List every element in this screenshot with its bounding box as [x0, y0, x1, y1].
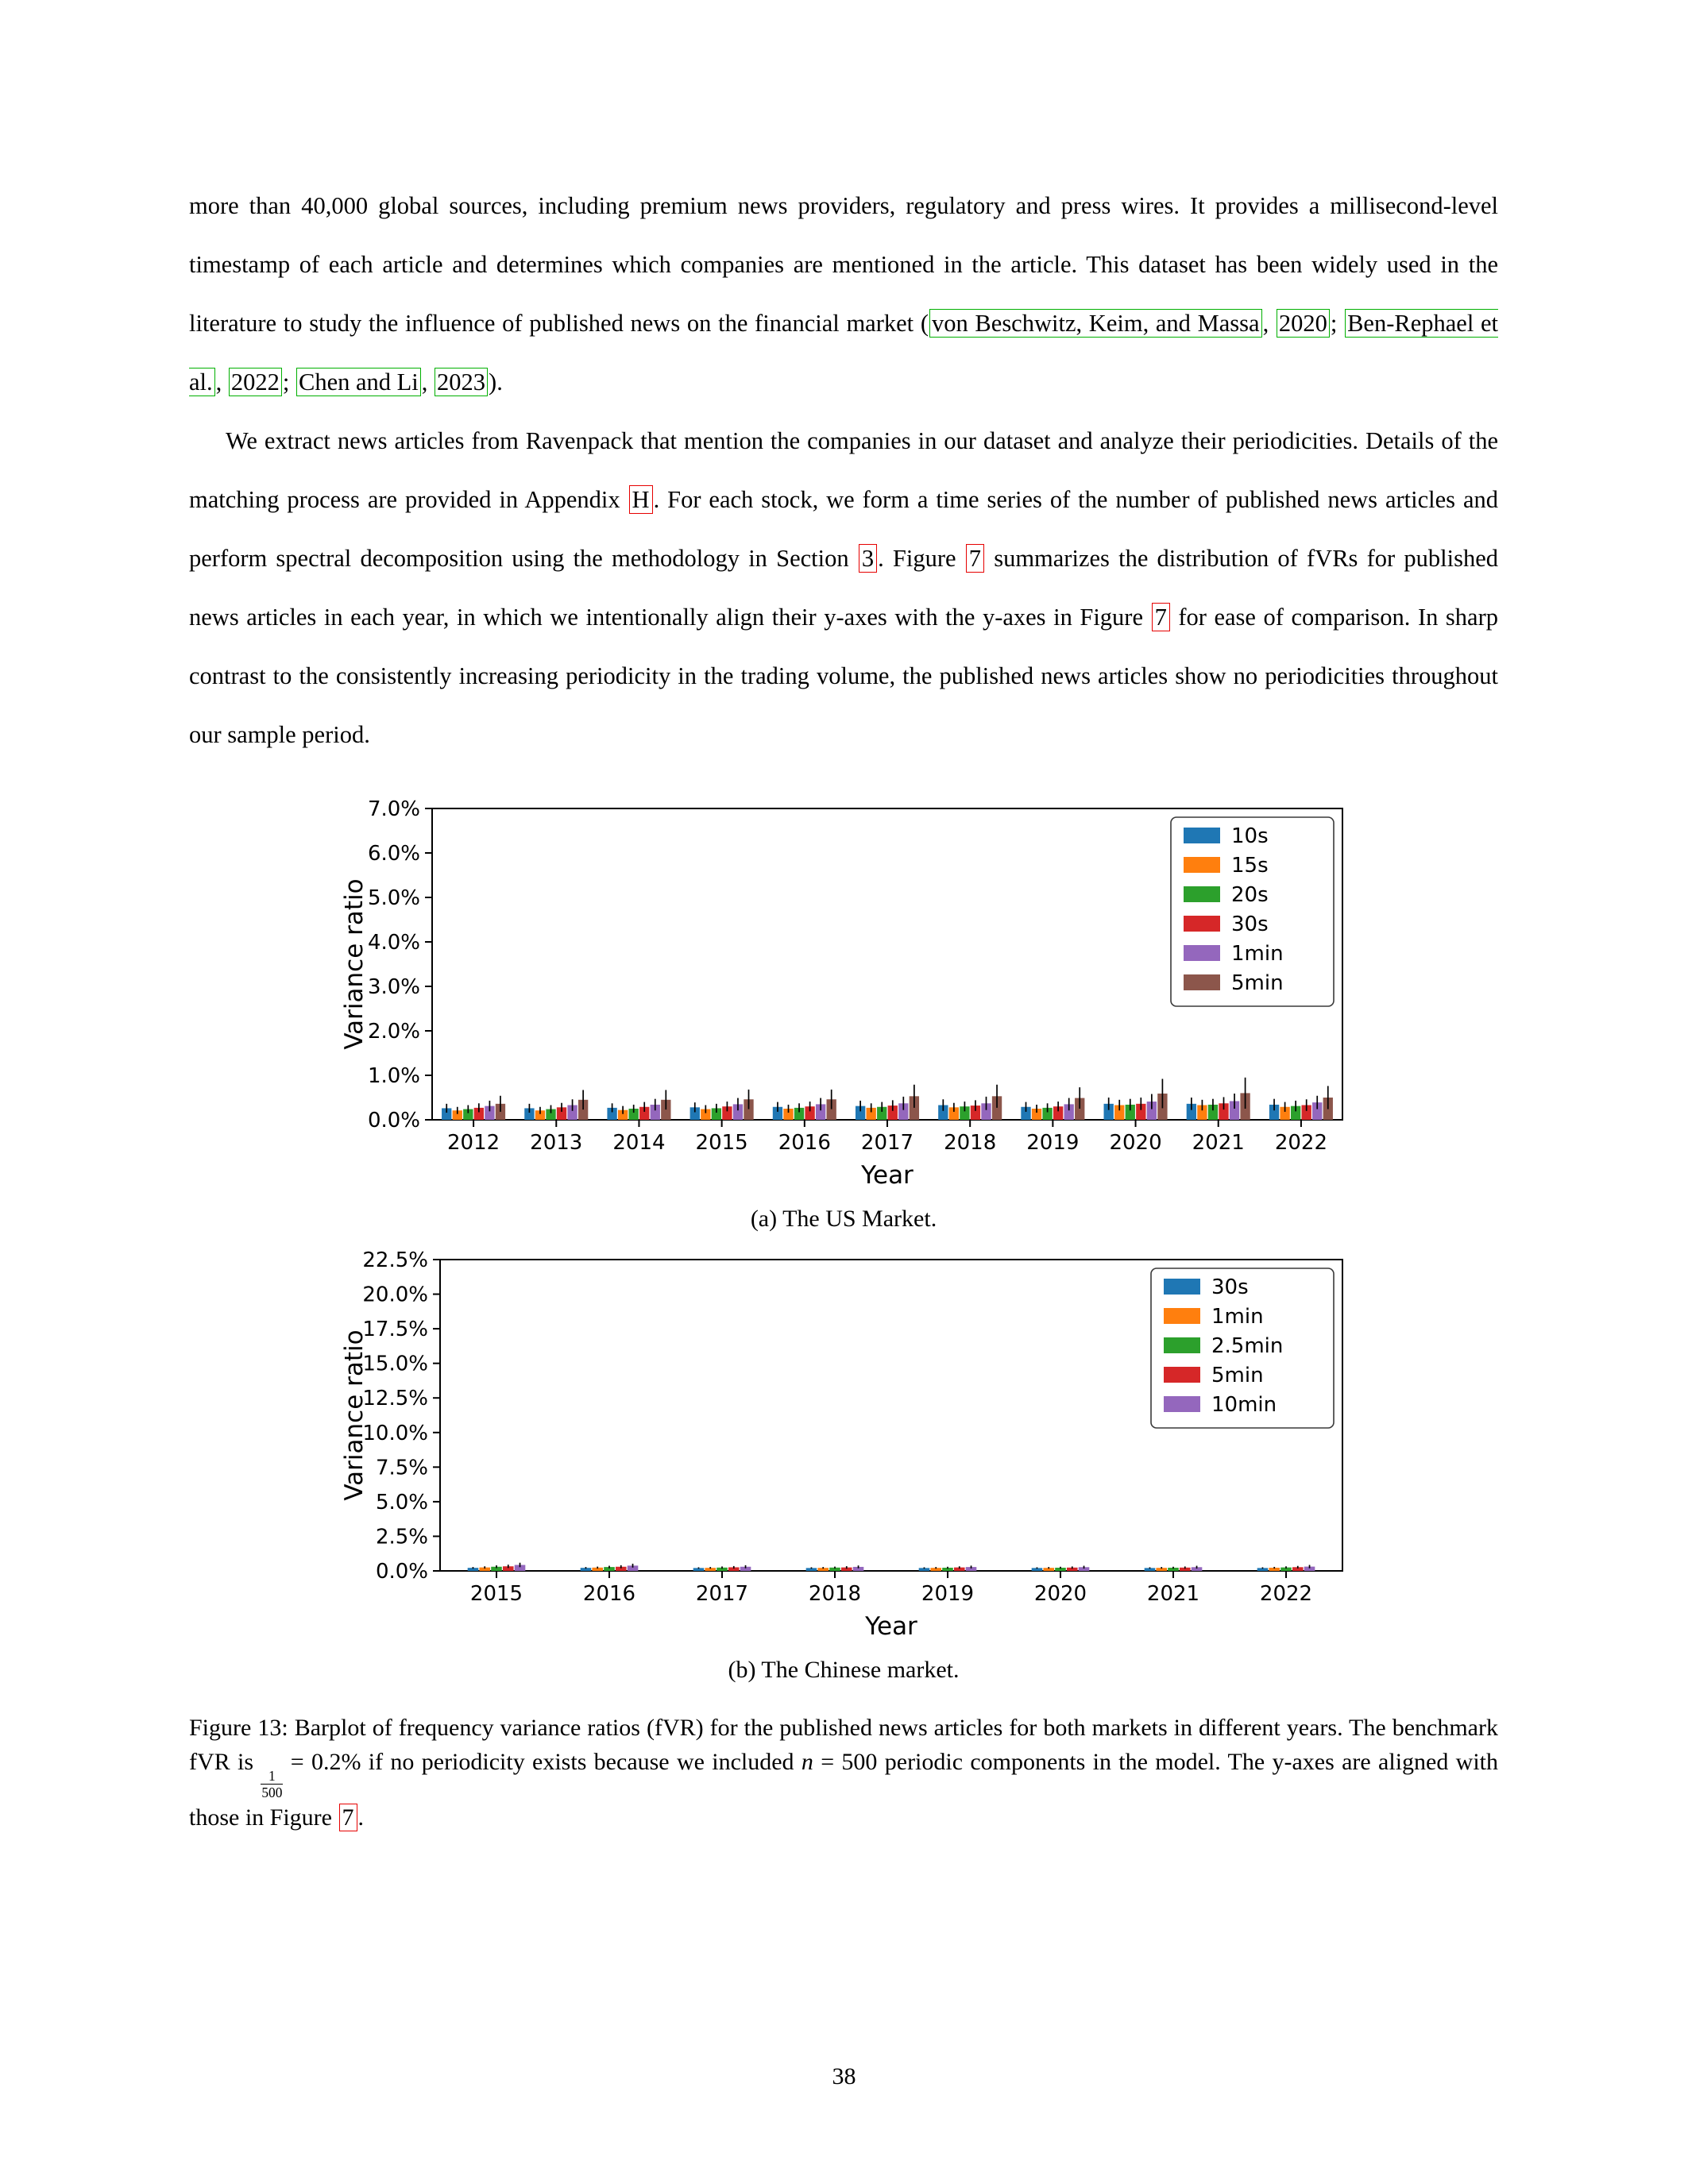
x-tick-label: 2018	[808, 1582, 862, 1606]
y-tick-label: 3.0%	[367, 975, 420, 999]
text-segment: . For each stock, we form a time series of the number of published news articles and perform spectral decomposition using the methodology in Section	[189, 486, 1498, 572]
x-tick-label: 2022	[1259, 1582, 1313, 1606]
y-tick-label: 22.5%	[362, 1248, 428, 1272]
x-tick-label: 2013	[530, 1131, 583, 1155]
legend-label: 30s	[1211, 1275, 1249, 1299]
y-tick-label: 1.0%	[367, 1064, 420, 1088]
math-variable: n	[801, 1749, 813, 1775]
legend-label: 5min	[1211, 1364, 1264, 1387]
legend-label: 10s	[1231, 824, 1269, 848]
text-segment: more than 40,000 global sources, including premium news providers, regulatory and press wires. It provides a millisecond-level timestamp of each article and determines which companies are mentioned in the article. This dataset has been widely used in the literature to study the influence of published news on the financial market (	[189, 192, 1498, 337]
text-segment: ,	[1262, 310, 1276, 337]
y-tick-label: 7.0%	[367, 797, 420, 821]
citation-link[interactable]: von Beschwitz, Keim, and Massa	[929, 309, 1262, 338]
text-segment: summarizes the distribution of fVRs for published news articles in each year, in which we intentionally align their y-axes with the y-axes in Figure	[189, 545, 1498, 631]
text-segment: for ease of comparison. In sharp contrast to the consistently increasing periodicity in the trading volume, the published news articles show no periodicities throughout our sample period.	[189, 604, 1498, 748]
y-tick-label: 10.0%	[362, 1421, 428, 1445]
y-tick-label: 4.0%	[367, 931, 420, 955]
subcaption-b: (b) The Chinese market.	[728, 1657, 960, 1683]
text-segment: ).	[489, 369, 503, 396]
x-tick-label: 2017	[860, 1131, 914, 1155]
citation-link[interactable]: 2020	[1277, 309, 1330, 338]
chinese-market-fvr-chart	[335, 1247, 1352, 1644]
x-tick-label: 2021	[1146, 1582, 1200, 1606]
internal-ref-link[interactable]: 3	[859, 544, 877, 573]
x-tick-label: 2012	[447, 1131, 500, 1155]
legend-label: 10min	[1211, 1393, 1277, 1417]
legend-swatch	[1164, 1396, 1200, 1412]
x-tick-label: 2020	[1109, 1131, 1162, 1155]
page-content	[189, 176, 1498, 1835]
internal-ref-link[interactable]: 7	[1152, 603, 1170, 631]
text-segment: = 500 periodic components in the model. The y-axes are aligned with those in Figure	[189, 1749, 1499, 1831]
y-tick-label: 5.0%	[375, 1490, 428, 1515]
text-segment: We extract news articles from Ravenpack that mention the companies in our dataset and analyze their periodicities. Details of the matching process are provided in Appendix	[189, 427, 1498, 513]
internal-ref-link[interactable]: 7	[339, 1804, 357, 1831]
legend-label: 5min	[1231, 971, 1284, 995]
y-tick-label: 2.0%	[367, 1020, 420, 1044]
citation-link[interactable]: 2022	[229, 368, 282, 396]
x-tick-label: 2014	[612, 1131, 666, 1155]
x-tick-label: 2016	[778, 1131, 831, 1155]
legend-swatch	[1184, 857, 1220, 873]
x-tick-label: 2015	[469, 1582, 523, 1606]
x-tick-label: 2019	[1026, 1131, 1080, 1155]
x-axis-label: Year	[861, 1161, 914, 1190]
legend-swatch	[1164, 1337, 1200, 1353]
internal-ref-link[interactable]: H	[629, 485, 653, 514]
y-tick-label: 6.0%	[367, 842, 420, 866]
text-segment: ;	[1330, 310, 1345, 337]
x-tick-label: 2021	[1192, 1131, 1245, 1155]
x-tick-label: 2017	[695, 1582, 749, 1606]
paragraph-1	[189, 176, 1498, 411]
x-tick-label: 2018	[944, 1131, 997, 1155]
x-tick-label: 2016	[582, 1582, 636, 1606]
x-tick-label: 2020	[1033, 1582, 1087, 1606]
y-axis-label: Variance ratio	[340, 1329, 369, 1501]
text-segment: .	[357, 1804, 364, 1831]
text-segment: Figure 13: Barplot of frequency variance ratios (fVR) for the published news articles for both markets in different years. The benchmark fVR is	[189, 1715, 1498, 1775]
figure-caption	[189, 1711, 1498, 1835]
x-tick-label: 2015	[695, 1131, 748, 1155]
text-segment: ,	[421, 369, 435, 396]
text-segment: = 0.2% if no periodicity exists because we included	[283, 1749, 802, 1775]
citation-link[interactable]: 2023	[435, 368, 488, 396]
y-tick-label: 15.0%	[362, 1352, 428, 1376]
page-number: 38	[832, 2063, 856, 2089]
legend-swatch	[1164, 1308, 1200, 1324]
legend-label: 15s	[1231, 854, 1269, 878]
citation-link[interactable]: Ben-Rephael et al.	[189, 310, 1499, 396]
y-axis-label: Variance ratio	[340, 878, 369, 1050]
internal-ref-link[interactable]: 7	[966, 544, 984, 573]
y-tick-label: 12.5%	[362, 1387, 428, 1411]
inline-fraction: $\frac{1}{500}$	[261, 1767, 283, 1800]
x-tick-label: 2022	[1274, 1131, 1327, 1155]
legend-label: 30s	[1231, 913, 1269, 936]
figure-13	[189, 796, 1498, 1684]
y-tick-label: 20.0%	[362, 1283, 428, 1307]
legend-swatch	[1164, 1367, 1200, 1383]
legend-swatch	[1184, 828, 1220, 843]
text-segment: ,	[215, 369, 228, 396]
y-tick-label: 5.0%	[367, 886, 420, 910]
x-axis-label: Year	[865, 1612, 917, 1641]
y-tick-label: 0.0%	[367, 1109, 420, 1133]
paragraph-2	[189, 411, 1498, 764]
y-tick-label: 7.5%	[375, 1456, 428, 1480]
x-tick-label: 2019	[921, 1582, 975, 1606]
legend-swatch	[1184, 916, 1220, 932]
legend-label: 1min	[1211, 1305, 1264, 1329]
legend-swatch	[1184, 886, 1220, 902]
legend-swatch	[1164, 1279, 1200, 1295]
y-tick-label: 0.0%	[375, 1560, 428, 1584]
legend-label: 2.5min	[1211, 1334, 1284, 1358]
text-segment: . Figure	[878, 545, 965, 572]
y-tick-label: 17.5%	[362, 1318, 428, 1342]
legend-label: 20s	[1231, 883, 1269, 907]
text-segment: ;	[282, 369, 295, 396]
citation-link[interactable]: Chen and Li	[296, 368, 421, 396]
legend-swatch	[1184, 974, 1220, 990]
subcaption-a: (a) The US Market.	[750, 1206, 937, 1232]
us-market-fvr-chart	[335, 796, 1352, 1193]
y-tick-label: 2.5%	[375, 1525, 428, 1549]
legend-label: 1min	[1231, 942, 1284, 966]
legend-swatch	[1184, 945, 1220, 961]
